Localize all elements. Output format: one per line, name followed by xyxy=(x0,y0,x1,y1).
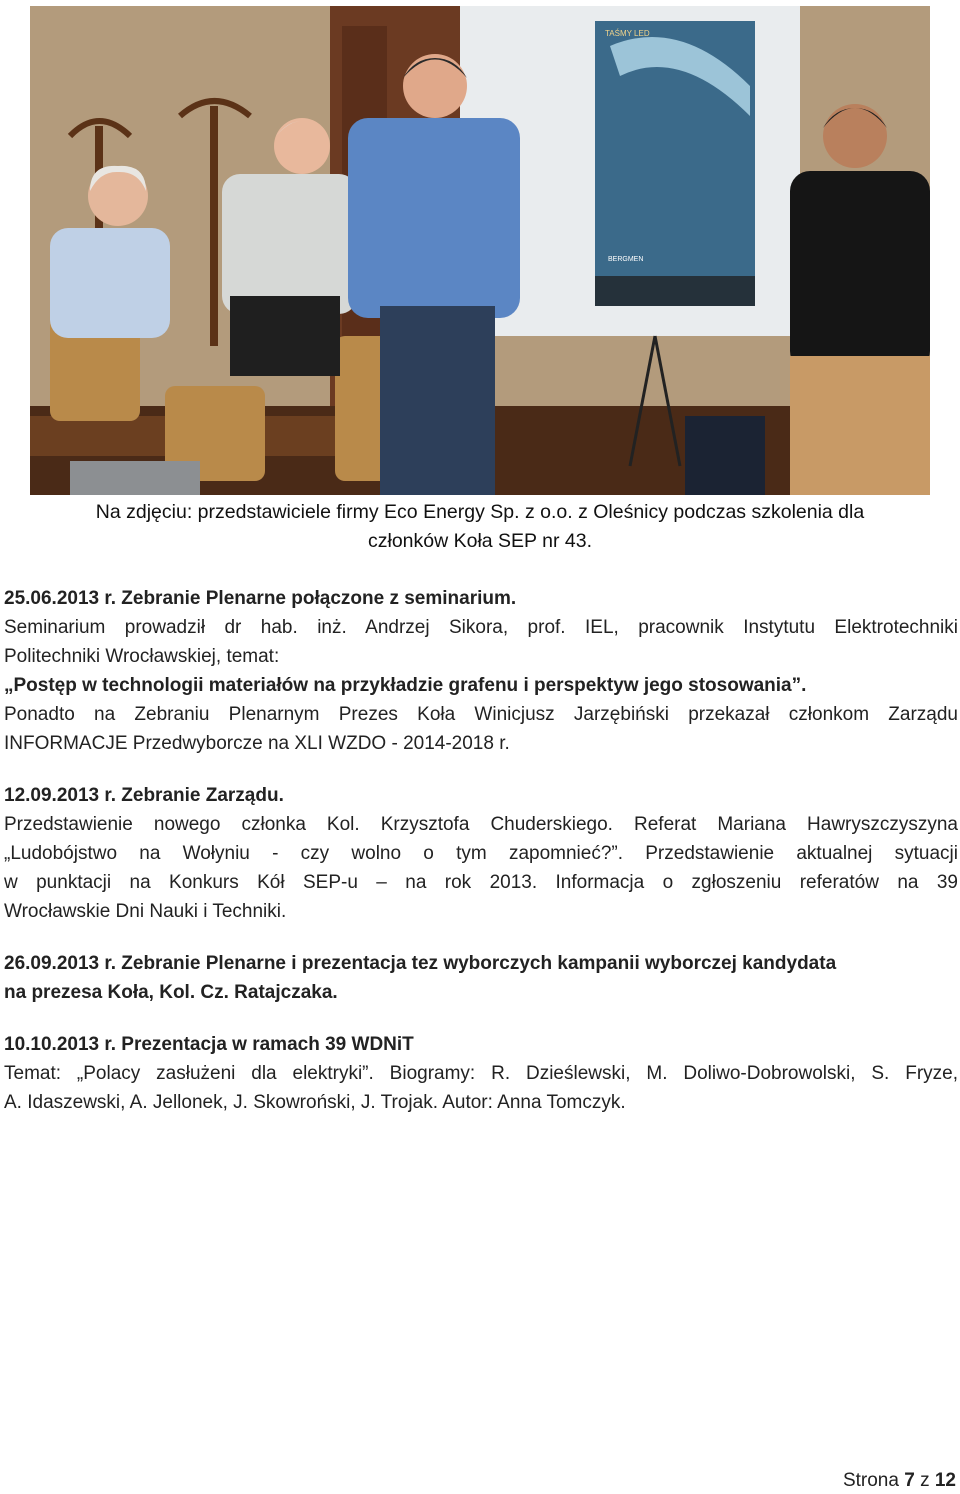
entry-line: Wrocławskie Dni Nauki i Techniki. xyxy=(4,901,287,922)
page-label: Strona xyxy=(842,1470,899,1491)
slide-text-top: TAŚMY LED xyxy=(605,29,650,38)
person-4-head xyxy=(823,104,887,168)
entry-line: A. Idaszewski, A. Jellonek, J. Skowroński, J. Trojak. Autor: Anna Tomczyk. xyxy=(4,1092,626,1113)
monitor xyxy=(685,416,765,495)
entry-2013-09-12 xyxy=(4,781,958,926)
photo-caption xyxy=(30,498,930,556)
caption-line-1: Na zdjęciu: przedstawiciele firmy Eco Energy Sp. z o.o. z Oleśnicy podczas szkolenia dla xyxy=(95,501,865,523)
person-1-shirt xyxy=(50,228,170,338)
entry-2013-06-25 xyxy=(4,584,958,758)
current-page: 7 xyxy=(904,1470,915,1491)
document-body xyxy=(4,584,958,1140)
person-3-jeans xyxy=(380,306,495,495)
entry-line: Ponadto na Zebraniu Plenarnym Prezes Koła Winicjusz Jarzębiński przekazał członkom Zarządu xyxy=(4,704,958,725)
person-3-shirt xyxy=(348,118,520,318)
entry-line: „Ludobójstwo na Wołyniu - czy wolno o tym zapomnieć?”. Przedstawienie aktualnej sytuacji xyxy=(4,843,958,864)
entry-heading: 25.06.2013 r. Zebranie Plenarne połączone z seminarium. xyxy=(4,588,517,609)
entry-line: Seminarium prowadził dr hab. inż. Andrzej Sikora, prof. IEL, pracownik Instytutu Elektrotechniki xyxy=(4,617,958,638)
entry-line: INFORMACJE Przedwyborcze na XLI WZDO - 2014-2018 r. xyxy=(4,733,510,754)
coat-rack-right xyxy=(210,106,218,346)
entry-2013-09-26 xyxy=(4,949,958,1007)
projector xyxy=(70,461,200,495)
entry-line: w punktacji na Konkurs Kół SEP-u – na rok 2013. Informacja o zgłoszeniu referatów na 39 xyxy=(4,872,958,893)
person-2-head xyxy=(274,118,330,174)
caption-line-2: członków Koła SEP nr 43. xyxy=(367,530,592,552)
entry-line: Przedstawienie nowego członka Kol. Krzysztofa Chuderskiego. Referat Mariana Hawryszczyszyna xyxy=(4,814,958,835)
entry-line: Temat: „Polacy zasłużeni dla elektryki”. Biogramy: R. Dzieślewski, M. Doliwo-Dobrowolski, S. Fryze, xyxy=(4,1063,958,1084)
meeting-photo xyxy=(30,6,930,495)
slide-taskbar xyxy=(595,276,755,306)
entry-heading: 12.09.2013 r. Zebranie Zarządu. xyxy=(4,785,284,806)
meeting-photo-illustration xyxy=(30,6,930,495)
person-2-shirt xyxy=(222,174,357,314)
page-separator: z xyxy=(920,1470,930,1491)
entry-heading: na prezesa Koła, Kol. Cz. Ratajczaka. xyxy=(4,982,338,1003)
person-4-shirt xyxy=(790,171,930,371)
entry-lecture-title: „Postęp w technologii materiałów na przykładzie grafenu i perspektyw jego stosowania”. xyxy=(4,675,807,696)
page-number xyxy=(843,1470,956,1492)
entry-heading: 10.10.2013 r. Prezentacja w ramach 39 WDNiT xyxy=(4,1034,414,1055)
person-3-head xyxy=(403,54,467,118)
entry-heading: 26.09.2013 r. Zebranie Plenarne i prezentacja tez wyborczych kampanii wyborczej kandydata xyxy=(4,953,837,974)
slide-text-brand: BERGMEN xyxy=(608,256,644,263)
cardboard-box xyxy=(790,356,930,495)
total-pages: 12 xyxy=(934,1470,956,1491)
laptop-bag xyxy=(230,296,340,376)
entry-2013-10-10 xyxy=(4,1030,958,1117)
entry-line: Politechniki Wrocławskiej, temat: xyxy=(4,646,280,667)
